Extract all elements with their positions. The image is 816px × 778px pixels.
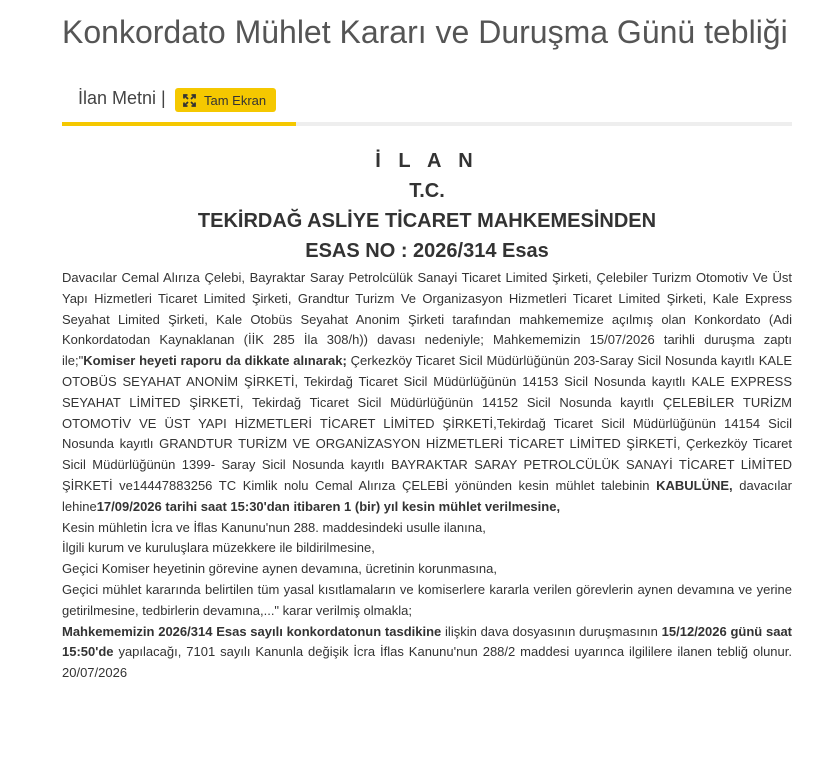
notice-heading-tc: T.C. bbox=[409, 180, 445, 202]
notice-heading-case-number: ESAS NO : 2026/314 Esas bbox=[305, 240, 549, 262]
bold-run: 15/12/2026 günü saat 15:50'de bbox=[62, 623, 792, 660]
page-title: Konkordato Mühlet Kararı ve Duruşma Günü tebliği bbox=[62, 14, 788, 50]
text-run: Çerkezköy Ticaret Sicil Müdürlüğünün 203-Saray Sicil Nosunda kayıtlı KALE OTOBÜS SEYAHAT ANONİM ŞİRKETİ, Tekirdağ Ticaret Sicil Müdürlüğünün 14153 Sicil Nosunda kayıtlı KALE EXPRESS SEYAHAT LİMİTED ŞİRKETİ, Tekirdağ Ticaret Sicil Müdürlüğünün 14152 Sicil Nosunda kayıtlı ÇELEBİLER TURİZM OTOMOTİV VE ÜST YAPI HİZMETLERİ TİCARET LİMİTED ŞİRKETİ,Tekirdağ Ticaret Sicil Müdürlüğünün 14154 Sicil Nosunda kayıtlı GRANDTUR TURİZM VE ORGANİZASYON HİZMETLERİ TİCARET LİMİTED ŞİRKETİ, Çerkezköy Ticaret Sicil Müdürlüğünün 1399- Saray Sicil Nosunda kayıtlı BAYRAKTAR SARAY PETROLCÜLÜK SANAYİ TİCARET LİMİTED ŞİRKETİ ve14447883256 TC Kimlik nolu Cemal Alırıza ÇELEBİ yönünden kesin mühlet talebinin bbox=[62, 353, 792, 493]
notice-heading-ilan: İ L A N bbox=[375, 150, 479, 172]
notice-line: İlgili kurum ve kuruluşlara müzekkere ile bildirilmesine, bbox=[62, 540, 375, 556]
bold-run: Komiser heyeti raporu da dikkate alınarak; bbox=[83, 353, 347, 369]
active-tab-indicator bbox=[62, 122, 296, 126]
tab-ilan-metni[interactable]: İlan Metni | bbox=[78, 88, 166, 108]
bold-run: Mahkememizin 2026/314 Esas sayılı konkordatonun tasdikine bbox=[62, 623, 442, 639]
bold-run: KABULÜNE, bbox=[656, 477, 733, 493]
tab-divider bbox=[296, 122, 792, 126]
expand-icon bbox=[183, 94, 196, 107]
text-run: ilişkin dava dosyasının duruşmasının bbox=[441, 623, 662, 639]
notice-paragraph-hearing bbox=[62, 622, 792, 684]
notice-line: Geçici mühlet kararında belirtilen tüm yasal kısıtlamaların ve komiserlere kararla verilen görevlerin aynen devamına ve yerine getirilmesine, tedbirlerin devamına,..." karar verilmiş olmakla; bbox=[62, 581, 792, 618]
text-run: davacılar lehine bbox=[62, 477, 792, 514]
fullscreen-button[interactable] bbox=[175, 88, 276, 112]
bold-run: 17/09/2026 tarihi saat 15:30'dan itibaren 1 (bir) yıl kesin mühlet verilmesine, bbox=[96, 498, 561, 514]
notice-body bbox=[62, 268, 792, 684]
tab-bar bbox=[62, 86, 792, 126]
notice-line: Kesin mühletin İcra ve İflas Kanunu'nun 288. maddesindeki usulle ilanına, bbox=[62, 519, 486, 535]
text-run: Davacılar Cemal Alırıza Çelebi, Bayraktar Saray Petrolcülük Sanayi Ticaret Limited Şirketi, Çelebiler Turizm Otomotiv Ve Üst Yapı Hizmetleri Ticaret Limited Şirketi, Grandtur Turizm Ve Organizasyon Hizmetleri Ticaret Limited Şirketi, Kale Express Seyahat Limited Şirketi, Kale Otobüs Seyahat Anonim Şirketi tarafından mahkememize açılmış olan Konkordato (Adi Konkordatodan Kaynaklanan (İİK 285 İla 308/h)) davası nedeniyle; Mahkememizin 15/07/2026 tarihli duruşma zaptı ile;" bbox=[62, 270, 792, 369]
notice-heading-court: TEKİRDAĞ ASLİYE TİCARET MAHKEMESİNDEN bbox=[197, 210, 657, 232]
text-run: yapılacağı, 7101 sayılı Kanunla değişik İcra İflas Kanunu'nun 288/2 maddesi uyarınca ilgililere ilanen tebliğ olunur. 20/07/2026 bbox=[62, 644, 792, 681]
fullscreen-label: Tam Ekran bbox=[204, 92, 267, 108]
notice-line: Geçici Komiser heyetinin görevine aynen devamına, ücretinin korunmasına, bbox=[62, 561, 498, 577]
notice-paragraph-main bbox=[62, 268, 792, 518]
